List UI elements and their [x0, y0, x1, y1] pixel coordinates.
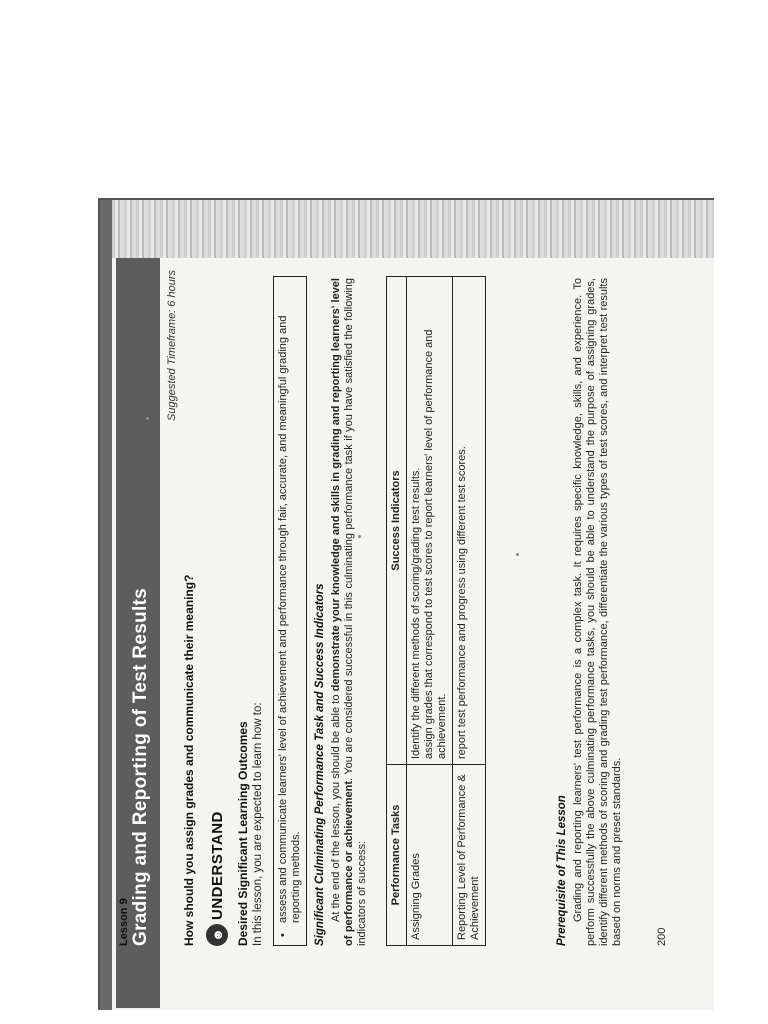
culminating-text-2: . You are considered successful in this culminating performance task if you have satisfied the following indicators of success: — [343, 278, 368, 946]
lesson-label: Lesson 9 — [118, 898, 130, 946]
rotated-page-content — [116, 258, 678, 1008]
table-row — [453, 277, 486, 946]
culminating-bold: demonstrate your knowledge and skills in grading and reporting learners' level of performance or achievement — [330, 278, 355, 946]
scan-speck — [358, 535, 361, 538]
table-header-row — [387, 277, 407, 946]
table-row — [407, 277, 453, 946]
outcomes-heading: Desired Significant Learning Outcomes — [236, 721, 250, 946]
indicator-cell — [453, 277, 486, 765]
task-cell: Assigning Grades — [407, 765, 453, 946]
tasks-table — [386, 276, 486, 946]
outcome-item: assess and communicate learners' level of achievement and performance through fair, accurate, and meaningful grading and reporting methods. — [277, 315, 302, 923]
culminating-heading: Significant Culminating Performance Task and Success Indicators — [314, 583, 326, 946]
outcome-box — [273, 276, 307, 946]
scanned-page — [100, 200, 714, 1010]
page-curl-shadow — [100, 200, 714, 258]
outcomes-intro: In this lesson, you are expected to learn how to: — [252, 702, 264, 946]
scan-speck — [516, 553, 519, 556]
indicator-item: report test performance and progress using different test scores. — [456, 446, 468, 759]
prerequisite-text: Grading and reporting learners' test performance is a complex task. It requires specific knowledge, skills, and experience. To perform successfully the above culminating performance tasks, you should be able to understand the purpose of assigning grades, identify different methods of scoring and grading test performance, differentiate the various types of test scores, and interpret test results based on norms and preset standards. — [572, 278, 623, 946]
bullet: • — [277, 933, 289, 937]
lesson-title: Grading and Reporting of Test Results — [130, 587, 151, 946]
indicator-item: assign grades that correspond to test scores to report learners' level of performance and achievement. — [423, 329, 448, 759]
head-icon: ☻ — [206, 924, 228, 946]
task-cell: Reporting Level of Performance & Achievement — [453, 765, 486, 946]
table-header: Success Indicators — [387, 277, 407, 765]
scan-border — [100, 200, 112, 1010]
understand-header — [206, 811, 228, 946]
prerequisite-heading: Prerequisite of This Lesson — [556, 795, 568, 946]
understand-label: UNDERSTAND — [208, 811, 226, 920]
indicator-cell — [407, 277, 453, 765]
scan-speck — [146, 417, 149, 420]
timeframe: Suggested Timeframe: 6 hours — [166, 270, 178, 421]
culminating-paragraph — [330, 278, 369, 946]
page-number: 200 — [656, 927, 668, 946]
prerequisite-paragraph — [572, 278, 624, 946]
essential-question: How should you assign grades and communicate their meaning? — [182, 574, 196, 946]
indicator-item: Identify the different methods of scoring/grading test results. — [410, 467, 422, 759]
culminating-text-1: At the end of the lesson, you should be able to — [330, 691, 342, 922]
table-header: Performance Tasks — [387, 765, 407, 946]
